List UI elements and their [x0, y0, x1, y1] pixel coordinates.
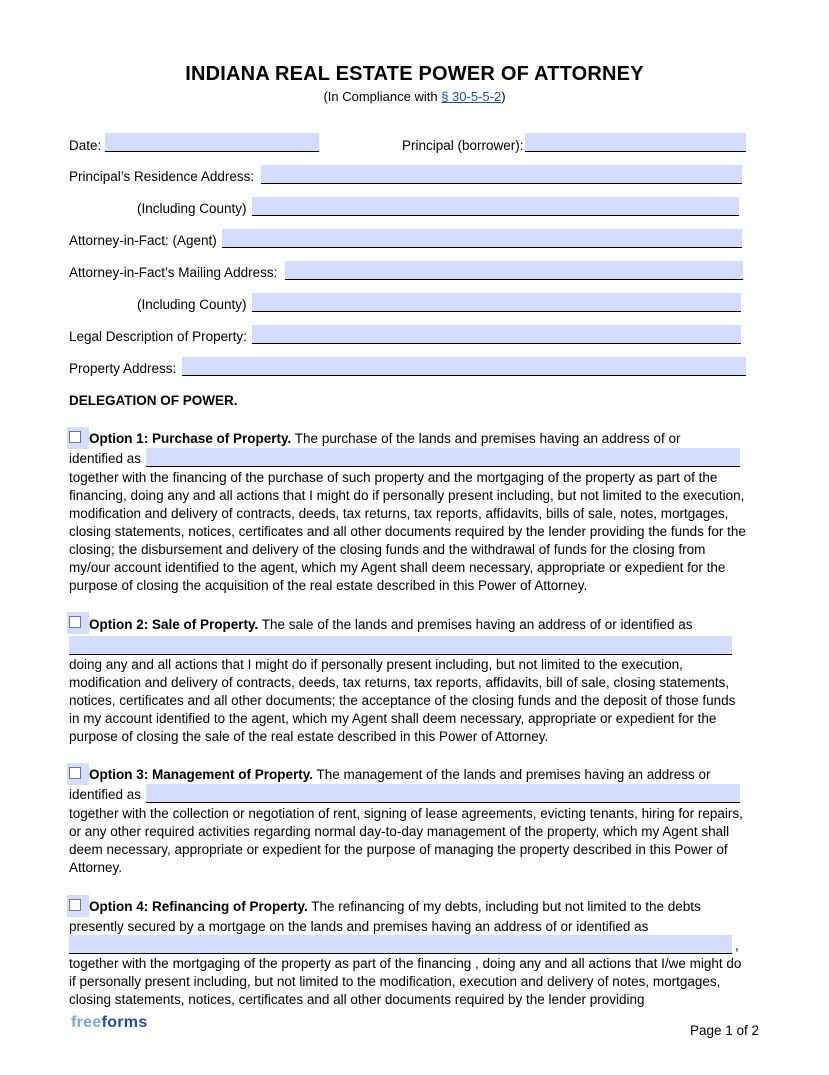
option1-text: The purchase of the lands and premises having an address of or — [291, 431, 681, 446]
legal-description-label: Legal Description of Property: — [69, 329, 247, 344]
option1-address-field[interactable] — [146, 448, 740, 467]
county-label: (Including County) — [137, 201, 247, 216]
logo-forms: forms — [101, 1014, 148, 1031]
property-address-field[interactable] — [182, 357, 746, 376]
option2-body: doing any and all actions that I might do if personally present including, but not limited to the execution, modification and delivery of contracts, deeds, tax returns, tax reports, affidavits, bill of sale, closing statements, notices, certificates and all other documents; the acceptance of the closing funds and the deposit of those funds in my account identified to the agent, which my Agent shall deem necessary, appropriate or expedient for the purpose of closing the sale of the real estate described in this Power of Attorney. — [69, 657, 736, 744]
county2-label: (Including County) — [137, 297, 247, 312]
agent-field[interactable] — [222, 229, 742, 248]
option4-body: together with the mortgaging of the property as part of the financing , doing any and all actions that I/we might do if personally present including, but not limited to the modification, execution and delivery of notes, mortgages, closing statements, notices, certificates and all other documents required by the lender providing — [69, 956, 742, 1007]
residence-label: Principal’s Residence Address: — [69, 169, 255, 184]
option2-address-field[interactable] — [69, 636, 732, 655]
option4-address-field[interactable] — [69, 935, 732, 954]
page-number: Page 1 of 2 — [690, 1023, 760, 1038]
checkbox-square-icon — [69, 767, 81, 779]
option4-line2: presently secured by a mortgage on the lands and premises having an address of or identified as — [69, 919, 649, 934]
date-label: Date: — [69, 138, 102, 153]
option1-body: together with the financing of the purchase of such property and the mortgaging of the property as part of the financing, doing any and all actions that I might do if personally present including, but not limited to the execution, modification and delivery of contracts, deeds, tax returns, tax reports, affidavits, bills of sale, notes, mortgages, closing statements, notices, certificates and all other documents required by the lender providing the funds for the closing; the disbursement and delivery of the closing funds and the withdrawal of funds for the closing from my/our account identified to the agent, which my Agent shall deem necessary, appropriate or expedient for the purpose of closing the acquisition of the real estate described in this Power of Attorney. — [69, 470, 746, 593]
option4-text: The refinancing of my debts, including but not limited to the debts — [307, 899, 701, 914]
principal-field[interactable] — [525, 133, 746, 152]
freeforms-logo — [71, 1014, 148, 1032]
option4-line1 — [89, 899, 701, 914]
agent-county-field[interactable] — [252, 293, 741, 312]
option1-line1 — [89, 431, 681, 446]
option4-comma: , — [735, 938, 739, 953]
subtitle-prefix: (In Compliance with — [323, 89, 442, 104]
checkbox-square-icon — [69, 899, 81, 911]
principal-label: Principal (borrower): — [402, 138, 524, 153]
option4-checkbox[interactable] — [67, 895, 89, 917]
subtitle-suffix: ) — [501, 89, 506, 104]
option3-label: Option 3: Management of Property. — [89, 767, 314, 782]
option2-text: The sale of the lands and premises having an address of or identified as — [258, 617, 693, 632]
residence-county-field[interactable] — [252, 197, 739, 216]
agent-mailing-label: Attorney-in-Fact’s Mailing Address: — [69, 265, 278, 280]
option1-label: Option 1: Purchase of Property. — [89, 431, 292, 446]
option1-line2: identified as — [69, 451, 142, 466]
option3-address-field[interactable] — [146, 784, 740, 803]
logo-free: free — [71, 1014, 102, 1031]
option3-checkbox[interactable] — [67, 763, 89, 785]
option3-text: The management of the lands and premises having an address or — [313, 767, 711, 782]
agent-mailing-address-field[interactable] — [285, 261, 743, 280]
agent-label: Attorney-in-Fact: (Agent) — [69, 233, 217, 248]
delegation-heading: DELEGATION OF POWER. — [69, 393, 238, 408]
date-field[interactable] — [105, 133, 319, 152]
checkbox-square-icon — [69, 616, 81, 628]
option3-line2: identified as — [69, 787, 142, 802]
property-address-label: Property Address: — [69, 361, 177, 376]
option1-checkbox[interactable] — [67, 427, 89, 449]
document-title: INDIANA REAL ESTATE POWER OF ATTORNEY — [185, 63, 644, 85]
option3-line1 — [89, 767, 711, 782]
residence-address-field[interactable] — [261, 165, 742, 184]
legal-description-field[interactable] — [252, 325, 741, 344]
option2-checkbox[interactable] — [67, 612, 89, 634]
option2-line1 — [89, 617, 693, 632]
checkbox-square-icon — [69, 431, 81, 443]
option3-body: together with the collection or negotiation of rent, signing of lease agreements, evicting tenants, hiring for repairs, or any other required activities regarding normal day-to-day management of the property, which my Agent shall deem necessary, appropriate or expedient for the purpose of managing the property described in this Power of Attorney. — [69, 806, 743, 875]
statute-link[interactable]: § 30-5-5-2 — [441, 89, 502, 104]
option4-label: Option 4: Refinancing of Property. — [89, 899, 308, 914]
document-subtitle — [0, 89, 829, 104]
option2-label: Option 2: Sale of Property. — [89, 617, 259, 632]
